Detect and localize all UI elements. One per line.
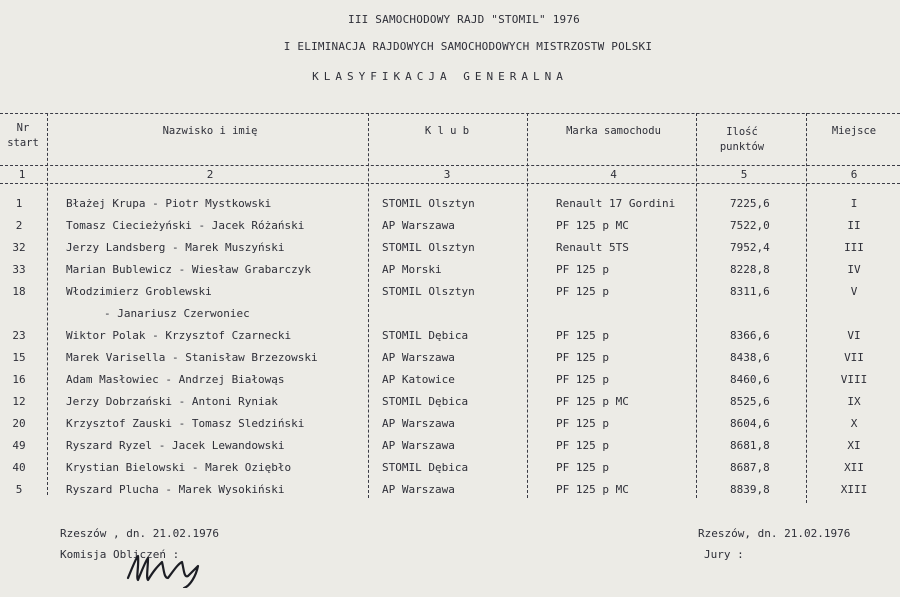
rally-title: III SAMOCHODOWY RAJD "STOMIL" 1976 xyxy=(348,13,580,26)
crew-names: Marek Varisella - Stanisław Brzezowski xyxy=(66,351,318,364)
crew-names: Włodzimierz Groblewski xyxy=(66,285,212,298)
column-number-rule xyxy=(0,183,900,184)
crew-names: Adam Masłowiec - Andrzej Białowąs xyxy=(66,373,285,386)
club: STOMIL Dębica xyxy=(382,395,469,408)
club: STOMIL Dębica xyxy=(382,329,469,342)
club: AP Katowice xyxy=(382,373,455,386)
table-row xyxy=(0,285,900,307)
place: V xyxy=(850,285,858,298)
crew-names: Jerzy Dobrzański - Antoni Ryniak xyxy=(66,395,278,408)
start-number: 18 xyxy=(12,285,26,298)
club: STOMIL Olsztyn xyxy=(382,241,475,254)
table-row xyxy=(0,395,900,417)
car-make: PF 125 p xyxy=(556,417,609,430)
points: 8366,6 xyxy=(730,329,770,342)
place: IV xyxy=(847,263,861,276)
table-row xyxy=(0,219,900,241)
column-number: 4 xyxy=(610,168,617,181)
start-number: 1 xyxy=(15,197,23,210)
car-make: PF 125 p xyxy=(556,373,609,386)
club: AP Morski xyxy=(382,263,442,276)
points: 8460,6 xyxy=(730,373,770,386)
footer-date-right: Rzeszów, dn. 21.02.1976 xyxy=(698,527,851,540)
table-top-rule xyxy=(0,113,900,114)
table-row xyxy=(0,373,900,395)
place: I xyxy=(850,197,858,210)
table-row xyxy=(0,417,900,439)
start-number: 15 xyxy=(12,351,26,364)
table-row xyxy=(0,461,900,483)
header-bottom-rule xyxy=(0,165,900,166)
car-make: Renault 17 Gordini xyxy=(556,197,676,210)
place: VII xyxy=(844,351,864,364)
place: III xyxy=(844,241,864,254)
car-make: PF 125 p MC xyxy=(556,395,629,408)
place: X xyxy=(850,417,858,430)
table-row xyxy=(0,483,900,505)
car-make: PF 125 p xyxy=(556,351,609,364)
car-make: PF 125 p xyxy=(556,263,609,276)
points: 8687,8 xyxy=(730,461,770,474)
points: 8311,6 xyxy=(730,285,770,298)
place: XI xyxy=(847,439,861,452)
club: AP Warszawa xyxy=(382,351,455,364)
column-number: 1 xyxy=(18,168,26,181)
classification-heading: KLASYFIKACJA GENERALNA xyxy=(312,70,568,83)
place: XII xyxy=(844,461,864,474)
points: 8525,6 xyxy=(730,395,770,408)
start-number: 16 xyxy=(12,373,26,386)
footer-date-left: Rzeszów , dn. 21.02.1976 xyxy=(60,527,219,540)
car-make: PF 125 p xyxy=(556,285,609,298)
table-row xyxy=(0,351,900,373)
points: 7952,4 xyxy=(730,241,770,254)
column-number: 5 xyxy=(740,168,748,181)
column-number: 3 xyxy=(443,168,451,181)
start-number: 40 xyxy=(12,461,26,474)
table-row xyxy=(0,241,900,263)
footer-jury-label: Jury : xyxy=(704,548,744,561)
crew-names: Krzysztof Zauski - Tomasz Sledziński xyxy=(66,417,305,430)
start-number: 23 xyxy=(12,329,26,342)
place: VIII xyxy=(840,373,868,386)
table-row xyxy=(0,197,900,219)
start-number: 32 xyxy=(12,241,26,254)
club: AP Warszawa xyxy=(382,439,455,452)
points: 7225,6 xyxy=(730,197,770,210)
club: AP Warszawa xyxy=(382,219,455,232)
footer-commission-label: Komisja Obliczeń : xyxy=(60,548,180,561)
start-number: 33 xyxy=(12,263,26,276)
column-header-name: Nazwisko i imię xyxy=(162,125,258,137)
car-make: PF 125 p MC xyxy=(556,219,629,232)
table-row xyxy=(0,329,900,351)
column-header-place: Miejsce xyxy=(831,125,877,137)
place: VI xyxy=(847,329,861,342)
column-number: 6 xyxy=(850,168,858,181)
crew-names: Ryszard Plucha - Marek Wysokiński xyxy=(66,483,285,496)
start-number: 20 xyxy=(12,417,26,430)
championship-subtitle: I ELIMINACJA RAJDOWYCH SAMOCHODOWYCH MISTRZOSTW POLSKI xyxy=(283,40,653,53)
table-row xyxy=(0,263,900,285)
club: AP Warszawa xyxy=(382,417,455,430)
club: STOMIL Olsztyn xyxy=(382,197,475,210)
crew-names: Ryszard Ryzel - Jacek Lewandowski xyxy=(66,439,285,452)
place: XIII xyxy=(840,483,868,496)
points: 8839,8 xyxy=(730,483,770,496)
start-number: 49 xyxy=(12,439,26,452)
column-header-points: Ilość punktów xyxy=(719,126,765,153)
start-number: 2 xyxy=(15,219,23,232)
column-number: 2 xyxy=(206,168,214,181)
points: 8681,8 xyxy=(730,439,770,452)
points: 7522,0 xyxy=(730,219,770,232)
crew-names-continued: - Janariusz Czerwoniec xyxy=(104,307,250,320)
handwritten-signature xyxy=(124,548,214,588)
crew-names: Tomasz Ciecieżyński - Jacek Różański xyxy=(66,219,305,232)
column-header-car: Marka samochodu xyxy=(566,125,661,137)
points: 8438,6 xyxy=(730,351,770,364)
points: 8604,6 xyxy=(730,417,770,430)
start-number: 5 xyxy=(15,483,23,496)
column-header-nr: Nr start xyxy=(7,122,39,149)
column-header-club: K l u b xyxy=(424,125,470,137)
place: II xyxy=(847,219,861,232)
crew-names: Wiktor Polak - Krzysztof Czarnecki xyxy=(66,329,292,342)
table-row xyxy=(0,439,900,461)
crew-names: Marian Bublewicz - Wiesław Grabarczyk xyxy=(66,263,312,276)
car-make: PF 125 p xyxy=(556,439,609,452)
car-make: PF 125 p xyxy=(556,461,609,474)
car-make: PF 125 p MC xyxy=(556,483,629,496)
crew-names: Krystian Bielowski - Marek Oziębło xyxy=(66,461,292,474)
points: 8228,8 xyxy=(730,263,770,276)
crew-names: Błażej Krupa - Piotr Mystkowski xyxy=(66,197,272,210)
place: IX xyxy=(847,395,861,408)
car-make: Renault 5TS xyxy=(556,241,629,254)
club: STOMIL Dębica xyxy=(382,461,469,474)
club: AP Warszawa xyxy=(382,483,455,496)
crew-names: Jerzy Landsberg - Marek Muszyński xyxy=(66,241,285,254)
club: STOMIL Olsztyn xyxy=(382,285,475,298)
start-number: 12 xyxy=(12,395,26,408)
car-make: PF 125 p xyxy=(556,329,609,342)
